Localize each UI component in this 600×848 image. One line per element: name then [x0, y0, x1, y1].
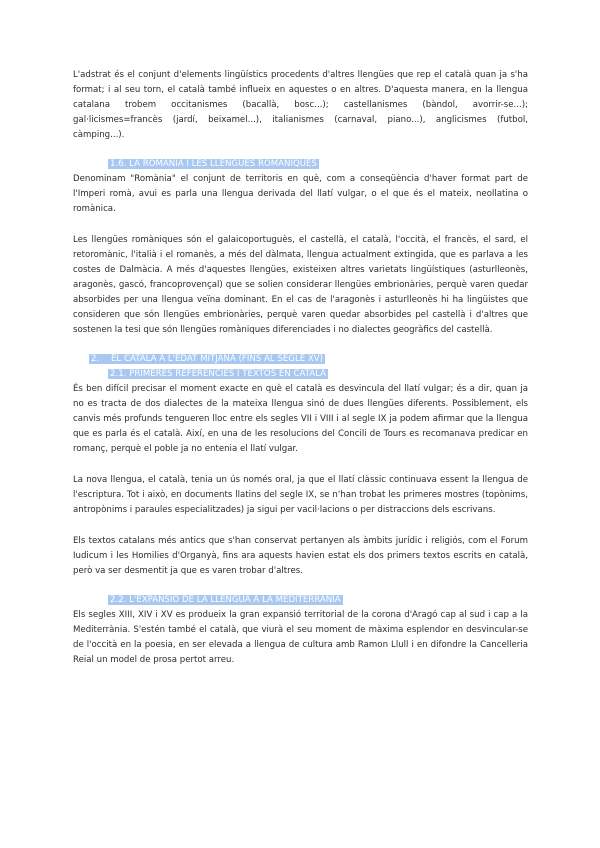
heading-1-6 [73, 157, 528, 172]
paragraph-romania-definition: Denominam "Romània" el conjunt de territoris en què, com a conseqüència d'haver format part de l'Imperi romà, avui es parla una llengua derivada del llatí vulgar, o el que és el mateix, neollatina o romànica. [73, 174, 528, 214]
heading-2-1-text: 2.1. PRIMERES REFERÈNCIES I TEXTOS EN CATALÀ [110, 369, 327, 379]
heading-2 [73, 352, 528, 367]
paragraph-first-references-1: És ben difícil precisar el moment exacte en què el català es desvincula del llatí vulgar; és a dir, quan ja no es tracta de dos dialectes de la mateixa llengua sinó de dues llengües diferents. Possiblement, els canvis més profunds tengueren lloc entre els segles VII i VIII i al segle IX ja podem afirmar que la llengua que es parla és el català. Així, en una de les resolucions del Concili de Tours es recomanava predicar en romanç, perquè el poble ja no entenia el llatí vulgar. [73, 384, 528, 454]
heading-2-2 [73, 593, 528, 608]
heading-2-title: EL CATALÀ A L'EDAT MITJANA (FINS AL SEGLE XV) [111, 354, 324, 364]
document-body [73, 68, 528, 668]
paragraph-first-references-2: La nova llengua, el català, tenia un ús només oral, ja que el llatí clàssic continuava essent la llengua de l'escriptura. Tot i això, en documents llatins del segle IX, se n'han trobat les primeres mostres (topònims, antropònims i paraules especialitzades) ja sigui per vacil·lacions o per distraccions dels escrivans. [73, 475, 528, 515]
heading-2-number: 2. [91, 354, 100, 364]
heading-2-2-text: 2.2. L'EXPANSIÓ DE LA LLENGUA A LA MEDITERRÀNIA [110, 595, 341, 605]
paragraph-adstrat: L'adstrat és el conjunt d'elements lingüístics procedents d'altres llengües que rep el català quan ja s'ha format; i al seu torn, el català també influeix en aquestes o en altres. D'aquesta manera, en la llengua catalana trobem occitanismes (bacallà, bosc...); castellanismes (bàndol, avorrir-se...); gal·licismes=francès (jardí, beixamel...), italianismes (carnaval, piano...), anglicismes (futbol, càmping...). [73, 70, 528, 140]
heading-1-6-text: 1.6. LA ROMÀNIA I LES LLENGÜES ROMÀNIQUES [110, 159, 317, 169]
paragraph-romance-languages: Les llengües romàniques són el galaicoportuguès, el castellà, el català, l'occità, el francès, el sard, el retoromànic, l'italià i el romanès, a més del dàlmata, llengua actualment extingida, que es parlava a les costes de Dalmàcia. A més d'aquestes llengües, existeixen altres varietats lingüístiques (asturlleonès, aragonès, gascó, francoprovençal) que se solien considerar llengües embrionàries, perquè varen quedar absorbides per una llengua veïna dominant. En el cas de l'aragonès i asturlleonès hi ha lingüistes que consideren que són llengües embrionàries, perquè varen quedar absorbides pel castellà i d'altres que sostenen la tesi que són llengües romàniques diferenciades i no dialectes geogràfics del castellà. [73, 235, 528, 335]
heading-2-1 [73, 367, 528, 382]
paragraph-first-references-3: Els textos catalans més antics que s'han conservat pertanyen als àmbits jurídic i religiós, com el Forum Iudicum i les Homilies d'Organyà, fins ara aquests havien estat els dos primers textos escrits en català, però va ser desmentit ja que es varen trobar d'altres. [73, 536, 528, 576]
paragraph-expansion: Els segles XIII, XIV i XV es produeix la gran expansió territorial de la corona d'Aragó cap al sud i cap a la Mediterrània. S'estén també el català, que viurà el seu moment de màxima esplendor en desvincular-se de l'occità en la poesia, en ser elevada a llengua de cultura amb Ramon Llull i en difondre la Cancelleria Reial un model de prosa pertot arreu. [73, 610, 528, 665]
heading-2-text [89, 354, 325, 364]
